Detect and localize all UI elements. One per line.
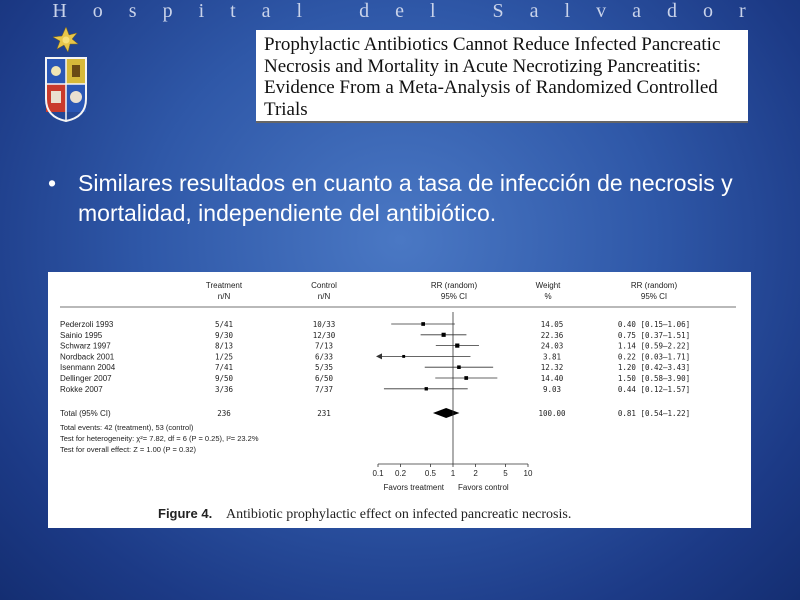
paper-title: Prophylactic Antibiotics Cannot Reduce Infected Pancreatic Necrosis and Mortality in Acute Necrotizing Pancreatitis: Evidence From a Meta-Analysis of Randomized Controlled Trials — [264, 34, 721, 120]
header-rr: RR (random) — [430, 281, 478, 290]
rr-ci-value: 1.20 [0.42–3.43] — [617, 363, 691, 373]
note-heterogeneity: Test for heterogeneity: χ²= 7.82, df = 6 (P = 0.25), I²= 23.2% — [60, 434, 259, 443]
x-tick-label: 2 — [473, 469, 478, 478]
control-value: 7/37 — [314, 384, 334, 394]
rr-ci-value: 1.50 [0.58–3.90] — [617, 374, 691, 383]
weight-value: 12.32 — [540, 363, 564, 373]
header-treatment-sub: n/N — [217, 292, 231, 301]
point-estimate-box — [455, 343, 459, 347]
treatment-value: 3/36 — [214, 384, 234, 394]
weight-value: 24.03 — [540, 341, 564, 351]
x-tick-label: 0.1 — [372, 469, 384, 478]
x-tick-label: 5 — [503, 469, 508, 478]
header-rr-sub: 95% CI — [440, 292, 468, 301]
note-overall-effect: Test for overall effect: Z = 1.00 (P = 0.32) — [60, 445, 197, 454]
header-control: Control — [311, 281, 337, 290]
x-tick-label: 0.5 — [424, 469, 436, 478]
total-treatment: 236 — [217, 409, 231, 418]
ci-arrow-icon — [376, 353, 382, 359]
header-weight-sub: % — [544, 292, 552, 301]
x-tick-label: 10 — [523, 469, 533, 478]
bullet-icon: • — [48, 170, 57, 196]
rr-ci-value: 0.75 [0.37–1.51] — [617, 330, 691, 340]
point-estimate-box — [421, 322, 425, 326]
study-name: Isenmann 2004 — [60, 363, 116, 373]
point-estimate-box — [425, 387, 428, 390]
figure-caption-prefix: Figure 4. — [158, 506, 213, 521]
treatment-value: 9/50 — [214, 374, 234, 383]
study-name: Nordback 2001 — [60, 352, 115, 362]
study-name: Pederzoli 1993 — [60, 320, 114, 329]
study-name: Sainio 1995 — [60, 330, 103, 340]
x-tick-label: 1 — [450, 469, 456, 478]
pooled-estimate-diamond — [433, 408, 460, 418]
total-control: 231 — [317, 409, 331, 418]
rr-ci-value: 1.14 [0.59–2.22] — [617, 341, 691, 351]
treatment-value: 5/41 — [214, 320, 234, 329]
point-estimate-box — [464, 376, 468, 380]
control-value: 5/35 — [314, 363, 334, 373]
study-name: Schwarz 1997 — [60, 341, 111, 351]
forest-plot — [48, 272, 751, 528]
total-label: Total (95% CI) — [60, 409, 111, 418]
plot-area — [372, 312, 533, 478]
header-rr-text-sub: 95% CI — [640, 292, 668, 301]
favors-treatment-label: Favors treatment — [383, 483, 444, 492]
shield-icon — [46, 58, 86, 121]
header-control-sub: n/N — [317, 292, 331, 301]
star-emblem-icon — [53, 27, 78, 52]
control-value: 10/33 — [312, 320, 336, 329]
institution-banner: Hospital del Salvador — [52, 0, 772, 22]
point-estimate-box — [457, 365, 461, 369]
note-events: Total events: 42 (treatment), 53 (control) — [60, 423, 194, 432]
header-rr-text: RR (random) — [630, 281, 678, 290]
study-name: Dellinger 2007 — [60, 374, 112, 383]
x-tick-label: 0.2 — [395, 469, 407, 478]
study-name: Rokke 2007 — [60, 384, 103, 394]
control-value: 6/50 — [314, 374, 334, 383]
treatment-value: 7/41 — [214, 363, 234, 373]
total-weight: 100.00 — [538, 409, 566, 418]
figure-caption: Antibiotic prophylactic effect on infected pancreatic necrosis. — [226, 507, 572, 522]
control-value: 12/30 — [312, 330, 336, 340]
weight-value: 14.05 — [540, 320, 564, 329]
weight-value: 9.03 — [542, 384, 562, 394]
rr-ci-value: 0.40 [0.15–1.06] — [617, 320, 691, 329]
control-value: 7/13 — [314, 341, 334, 351]
point-estimate-box — [442, 333, 446, 337]
rr-ci-value: 0.22 [0.03–1.71] — [617, 352, 691, 362]
treatment-value: 1/25 — [214, 352, 234, 362]
header-treatment: Treatment — [205, 281, 243, 290]
weight-value: 3.81 — [542, 352, 562, 362]
paper-title-box — [256, 30, 748, 123]
treatment-value: 9/30 — [214, 330, 234, 340]
rr-ci-value: 0.44 [0.12–1.57] — [617, 384, 691, 394]
control-value: 6/33 — [314, 352, 334, 362]
bullet-text: Similares resultados en cuanto a tasa de infección de necrosis y mortalidad, independiente del antibiótico. — [78, 170, 733, 226]
total-rr-ci: 0.81 [0.54–1.22] — [617, 409, 691, 418]
header-weight: Weight — [535, 281, 561, 290]
treatment-value: 8/13 — [214, 341, 234, 351]
forest-plot-figure — [48, 272, 751, 528]
weight-value: 22.36 — [540, 330, 564, 340]
favors-control-label: Favors control — [458, 483, 509, 492]
point-estimate-box — [402, 355, 405, 358]
weight-value: 14.40 — [540, 374, 564, 383]
university-crest-logo — [38, 25, 94, 125]
study-rows — [60, 320, 690, 418]
